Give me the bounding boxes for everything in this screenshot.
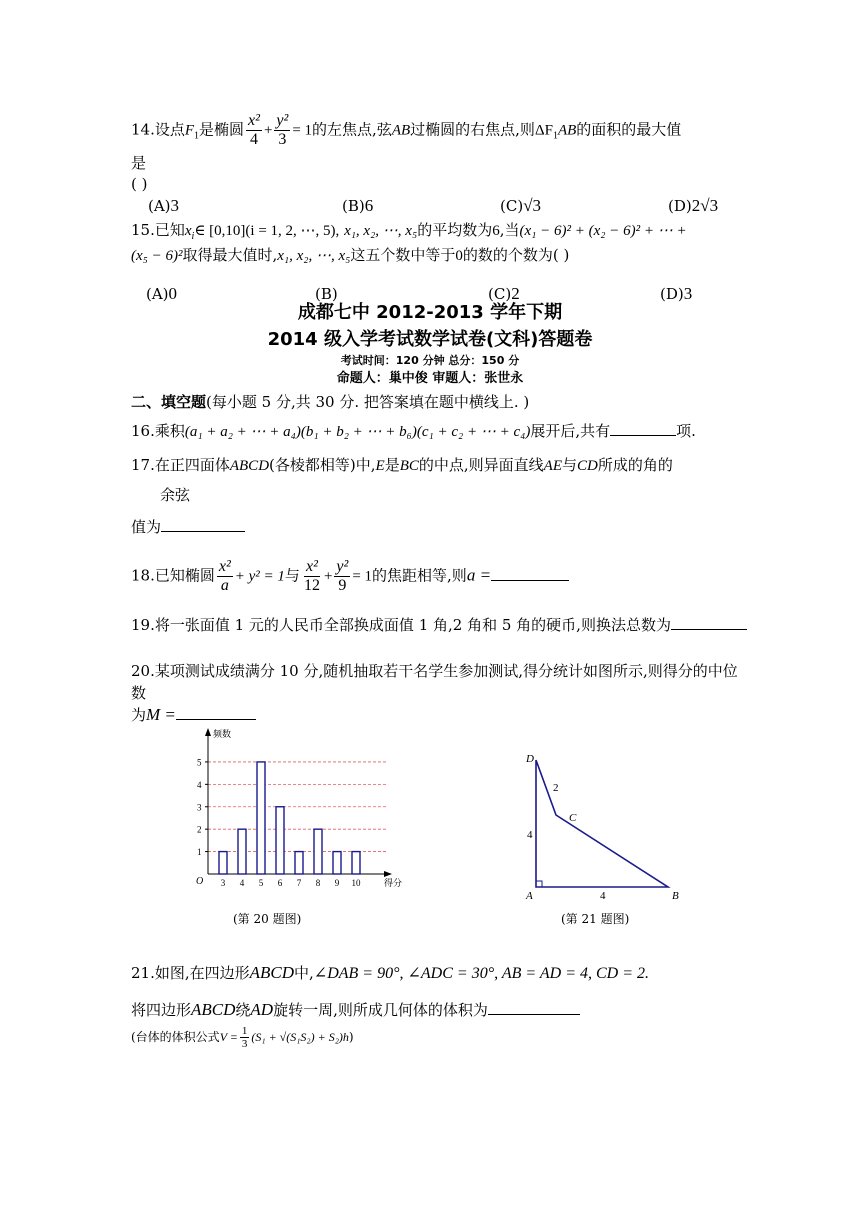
answer-blank[interactable] [176,705,256,720]
bar [257,762,265,874]
fraction: $\frac{\text{x²}}{4}$ [248,112,260,148]
origin-label: O [196,876,204,887]
exam-info: 考试时间：120 分钟 总分：150 分 [340,354,520,367]
quadrilateral-outline [536,760,668,887]
x-tick-label: 10 [351,878,361,888]
x-tick-label: 9 [334,878,340,888]
q20-line2: 数 [131,684,147,702]
q14-line2: 是 [131,154,147,172]
bar [333,852,341,874]
answer-blank[interactable] [610,421,676,436]
y-tick-label: 3 [197,802,202,813]
bar [352,852,360,874]
frequency-bar-chart [186,724,403,894]
x-tick-label: 5 [258,878,264,888]
q14-option-b: (B)6 [342,196,374,215]
q14-option-d: (D)2√3 [668,196,719,215]
vertex-label-c: C [569,812,577,824]
y-tick-label: 5 [197,757,202,768]
y-axis-arrow [205,728,211,736]
q21-line1: 21.如图,在四边形ABCD中,∠DAB = 90°, ∠ADC = 30°, AB = AD = 4, CD = 2. [131,963,650,982]
edge-label-ab: 4 [600,890,606,902]
bar [314,829,322,874]
q19: 19.将一张面值 1 元的人民币全部换成面值 1 角,2 角和 5 角的硬币,则换法总数为 [131,614,747,636]
fraction: $\frac{\text{x²}}{12}$ [303,558,320,594]
q18: 18.已知椭圆 $\frac{\text{x²}}{a}$ + y² = 1与 $\frac{\text{x²}}{12}$ + $\frac{\text{y²}}{9}$ = 1的焦距相等,则a = [131,558,569,595]
fraction: $\frac{1}{3}$ [241,1025,248,1050]
figure21-caption: (第 21 题图) [561,912,630,926]
q20-line3: 为M = [131,704,256,726]
right-angle-mark [536,881,542,887]
x-axis-arrow [384,871,392,877]
q14-answer-paren: ( ) [131,175,148,193]
fraction: $\frac{\text{y²}}{9}$ [336,558,349,594]
bar [295,852,303,874]
q16: 16.乘积(a₁ + a₂ + ⋯ + a₄)(b₁ + b₂ + ⋯ + b₆)(c₁ + c₂ + ⋯ + c₄)展开后,共有 项. [131,422,696,440]
q17-line3: 值为 [131,516,245,538]
quadrilateral-figure [520,745,690,905]
y-tick-label: 1 [197,847,202,858]
edge-label-ad: 4 [527,829,533,841]
exam-title-line2: 2014 级入学考试数学试卷(文科)答题卷 [267,329,593,350]
y-tick-label: 4 [197,779,202,790]
x-tick-label: 4 [239,878,245,888]
y-axis-label: 频数 [213,729,232,739]
q21-formula: (台体的体积公式V = $\frac{1}{3}$ (S₁ + √(S₁S₂) + S₂)h) [131,1025,354,1050]
q15-option-c: (C)2 [488,284,520,303]
x-tick-label: 6 [277,878,283,888]
x-tick-label: 3 [220,878,226,888]
answer-blank[interactable] [671,615,747,630]
answer-blank[interactable] [488,1000,580,1015]
x-tick-label: 7 [296,878,302,888]
q14-line1: 14.设点$F_1$是椭圆 $\frac{\text{x²}}{4}$ + $\frac{\text{y²}}{3}$ = 1的左焦点,弦AB过椭圆的右焦点,则$\Delta F_1AB$的面积的最大值 [131,112,682,148]
vertex-label-b: B [672,890,679,902]
y-tick-label: 2 [197,824,202,835]
edge-label-dc: 2 [553,782,559,794]
q15-option-d: (D)3 [660,284,693,303]
fraction: $\frac{\text{y²}}{3}$ [276,112,289,148]
bar [276,807,284,874]
vertex-label-a: A [526,890,533,902]
answer-blank[interactable] [491,566,569,581]
q17-line1: 17.在正四面体ABCD(各棱都相等)中,E是BC的中点,则异面直线AE与CD所成的角的 [131,456,673,474]
q15-option-b: (B) [315,285,338,303]
bar [238,829,246,874]
q15-line1: 15.已知$x_i\in$ [0,10](i = 1, 2, ⋯, 5), x₁, x₂, ⋯, x₅的平均数为6,当(x₁ − 6)² + (x₂ − 6)² + ⋯ + [131,221,687,242]
vertex-label-d: D [526,753,534,765]
q20-line1: 20.某项测试成绩满分 10 分,随机抽取若干名学生参加测试,得分统计如图所示,则得分的中位 [131,662,738,680]
q15-option-a: (A)0 [146,284,178,303]
answer-blank[interactable] [161,517,245,532]
exam-title-line1: 成都七中 2012-2013 学年下期 [297,302,563,323]
q21-line2: 将四边形ABCD绕AD旋转一周,则所成几何体的体积为 [131,999,580,1021]
q14-option-c: (C)√3 [500,196,542,215]
q15-line2: (x₅ − 6)²取得最大值时,x₁, x₂, ⋯, x₅这五个数中等于0的数的个数为( ) [131,246,570,264]
section-heading: 二、填空题(每小题 5 分,共 30 分. 把答案填在题中横线上. ) [131,393,530,411]
x-tick-label: 8 [315,878,321,888]
chart20-caption: (第 20 题图) [233,912,302,926]
fraction: $\frac{\text{x²}}{a}$ [218,558,231,594]
q17-line2: 余弦 [160,486,191,504]
x-axis-label: 得分 [384,878,403,888]
exam-authors: 命题人：巢中俊 审题人：张世永 [336,371,524,386]
bar [219,852,227,874]
q14-option-a: (A)3 [148,196,180,215]
